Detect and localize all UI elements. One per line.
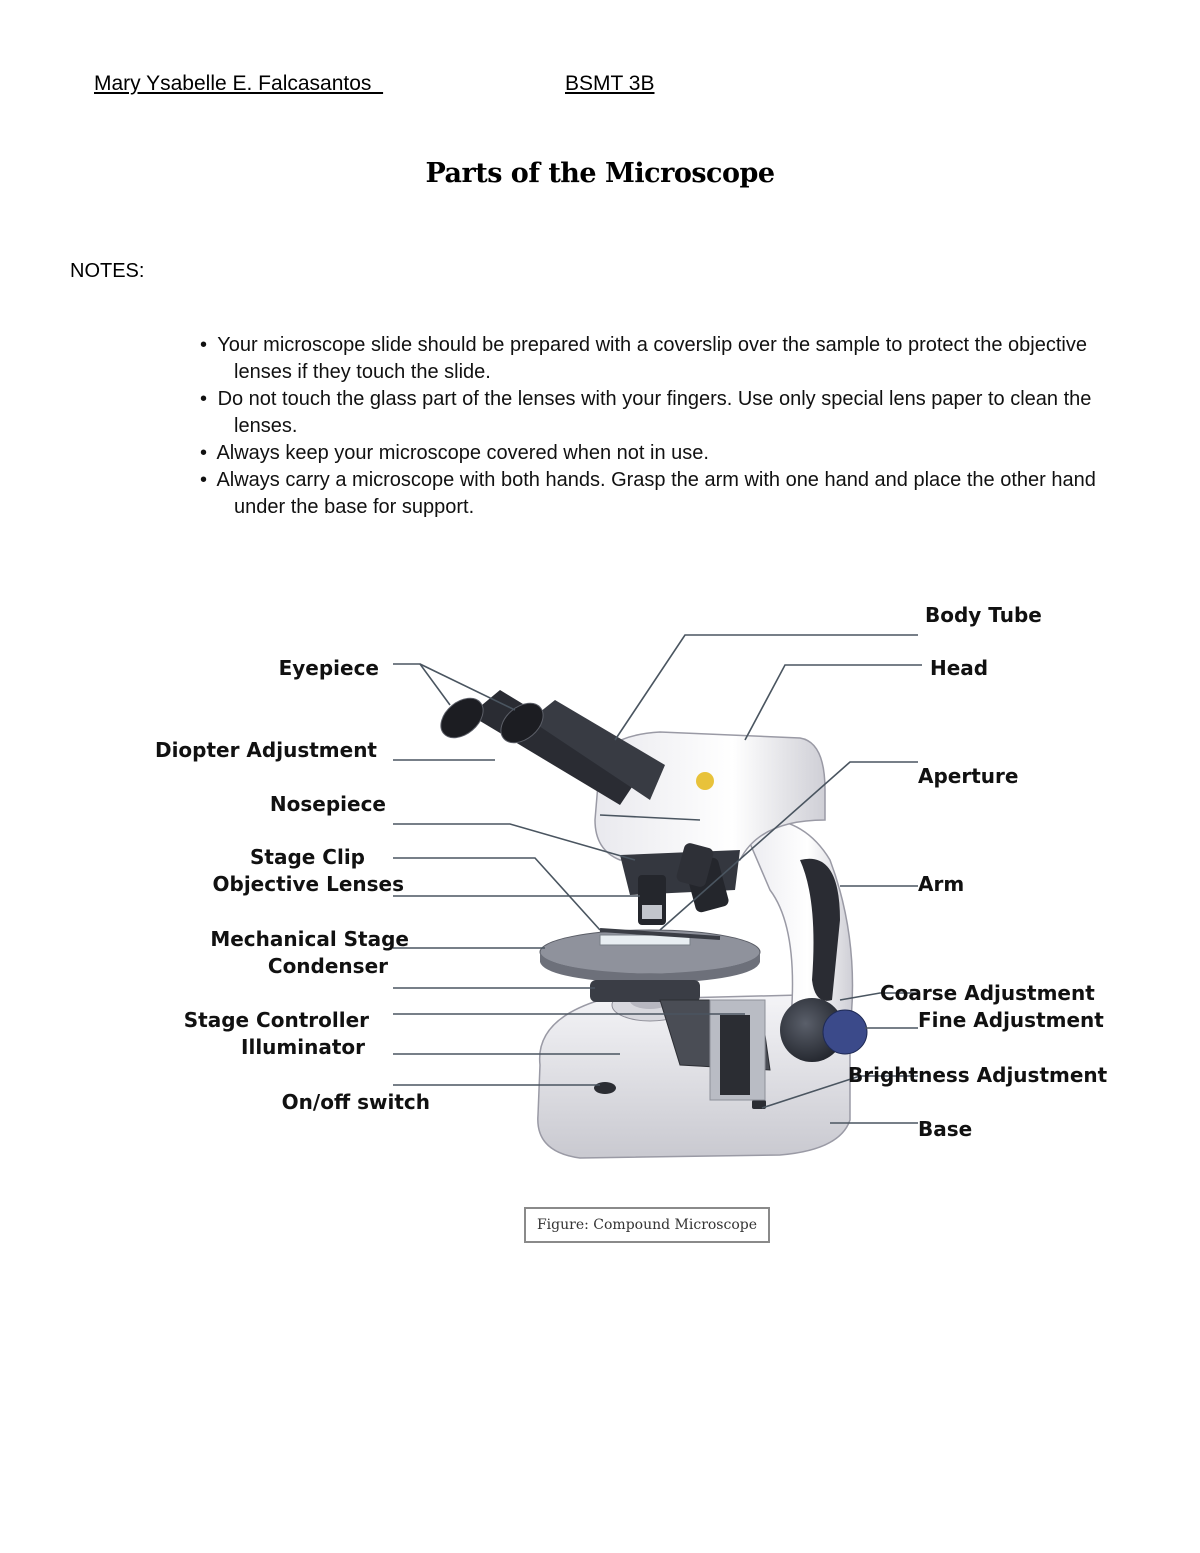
student-section: BSMT 3B	[565, 72, 655, 95]
student-name: Mary Ysabelle E. Falcasantos	[94, 72, 384, 95]
label-nosepiece: Nosepiece	[269, 792, 386, 816]
leader-eyepiece-a	[393, 664, 450, 705]
label-condenser: Condenser	[267, 954, 388, 978]
leader-stage-clip	[393, 858, 600, 930]
label-base: Base	[918, 1117, 973, 1141]
note-text: Do not touch the glass part of the lenses with your fingers. Use only special lens paper to clean the lenses.	[217, 388, 1092, 437]
label-body-tube: Body Tube	[925, 603, 1042, 627]
condenser-body	[590, 980, 700, 1002]
note-text: Your microscope slide should be prepared with a coverslip over the sample to protect the objective lenses if they touch the slide.	[217, 334, 1087, 383]
notes-list	[200, 332, 1130, 521]
bullet-icon: •	[200, 388, 208, 410]
leader-head	[745, 665, 922, 740]
label-fine-adjustment: Fine Adjustment	[918, 1008, 1104, 1032]
bullet-icon: •	[200, 469, 208, 491]
note-item	[200, 467, 1130, 521]
bullet-icon: •	[200, 442, 208, 464]
note-item	[200, 386, 1130, 440]
page-title: Parts of the Microscope	[425, 158, 775, 189]
label-mechanical-stage: Mechanical Stage	[210, 927, 409, 951]
on-off-switch-button	[594, 1082, 616, 1094]
notes-label: NOTES:	[70, 260, 145, 282]
logo-badge	[696, 772, 714, 790]
bullet-icon: •	[200, 334, 208, 356]
label-stage-controller: Stage Controller	[183, 1008, 369, 1032]
label-aperture: Aperture	[918, 764, 1019, 788]
microscope-figure	[0, 560, 1200, 1200]
leader-body-tube	[615, 635, 918, 740]
eyepiece-tubes	[433, 690, 665, 805]
label-coarse-adjustment: Coarse Adjustment	[880, 981, 1095, 1005]
note-item	[200, 332, 1130, 386]
figure-caption-text: Figure: Compound Microscope	[536, 1217, 758, 1233]
note-text: Always carry a microscope with both hands. Grasp the arm with one hand and place the other hand under the base for support.	[216, 469, 1096, 518]
label-diopter-adjustment: Diopter Adjustment	[154, 738, 377, 762]
label-head: Head	[930, 656, 989, 680]
label-objective-lenses: Objective Lenses	[212, 872, 404, 896]
label-on-off-switch: On/off switch	[281, 1090, 430, 1114]
label-eyepiece: Eyepiece	[278, 656, 379, 680]
label-arm: Arm	[918, 872, 965, 896]
note-item	[200, 440, 1130, 467]
label-brightness-adjustment: Brightness Adjustment	[848, 1063, 1108, 1087]
figure-caption	[524, 1207, 770, 1243]
label-stage-clip: Stage Clip	[249, 845, 365, 869]
fine-adjustment-knob	[823, 1010, 867, 1054]
note-text: Always keep your microscope covered when not in use.	[216, 442, 709, 464]
microscope-illustration	[433, 690, 867, 1158]
label-illuminator: Illuminator	[241, 1035, 365, 1059]
